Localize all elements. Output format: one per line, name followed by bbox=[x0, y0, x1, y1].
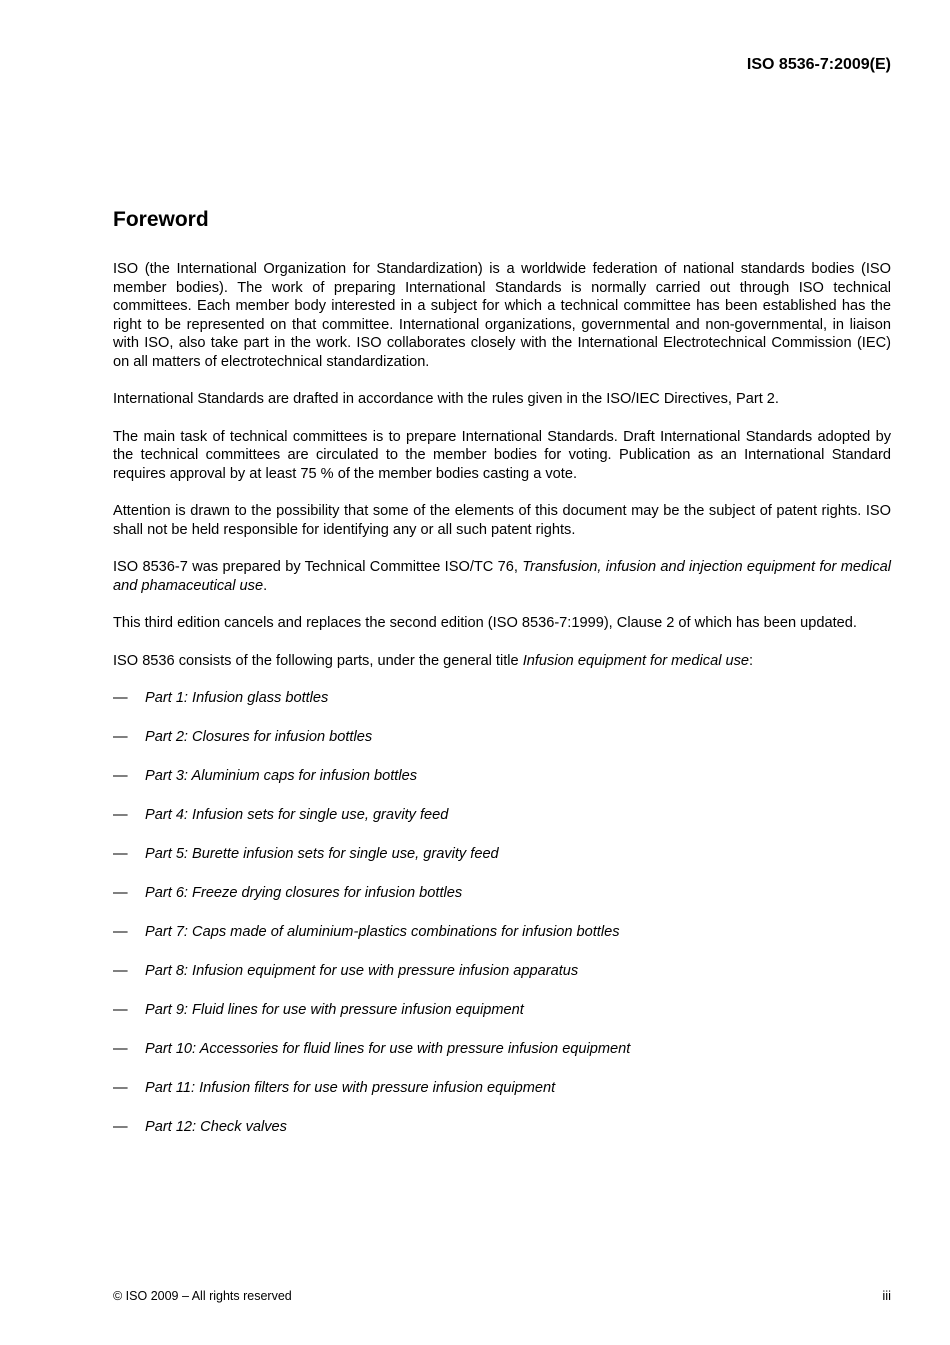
part-title: Part 9: Fluid lines for use with pressure infusion equipment bbox=[145, 1002, 524, 1018]
part-title: Part 4: Infusion sets for single use, gravity feed bbox=[145, 807, 449, 823]
dash-bullet: — bbox=[113, 924, 128, 940]
list-item bbox=[113, 1079, 891, 1098]
list-item bbox=[113, 1001, 891, 1020]
list-item bbox=[113, 806, 891, 825]
part-title: Part 5: Burette infusion sets for single use, gravity feed bbox=[145, 846, 499, 862]
dash-bullet: — bbox=[113, 963, 128, 979]
dash-bullet: — bbox=[113, 1041, 128, 1057]
list-item bbox=[113, 728, 891, 747]
dash-bullet: — bbox=[113, 846, 128, 862]
part-title: Part 3: Aluminium caps for infusion bottles bbox=[145, 768, 418, 784]
list-item bbox=[113, 689, 891, 708]
paragraph-committee-task: The main task of technical committees is to prepare International Standards. Draft International Standards adopted by the technical committees are circulated to the member bodies for voting. Publication as an International Standard requires approval by at least 75 % of the member bodies casting a vote. bbox=[113, 428, 891, 482]
part-title: Part 7: Caps made of aluminium-plastics combinations for infusion bottles bbox=[145, 924, 620, 940]
foreword-body bbox=[113, 260, 891, 1157]
dash-bullet: — bbox=[113, 807, 128, 823]
part-title: Part 12: Check valves bbox=[145, 1119, 287, 1135]
paragraph-patent-rights: Attention is drawn to the possibility that some of the elements of this document may be the subject of patent rights. ISO shall not be held responsible for identifying any or all such patent rights. bbox=[113, 503, 891, 538]
page-title: Foreword bbox=[113, 208, 209, 231]
parts-intro-end: : bbox=[749, 652, 754, 669]
part-title: Part 6: Freeze drying closures for infusion bottles bbox=[145, 885, 463, 901]
prepared-by-end: . bbox=[263, 577, 268, 594]
paragraph-iso-intro: ISO (the International Organization for Standardization) is a worldwide federation of national standards bodies (ISO member bodies). The work of preparing International Standards is normally carried out through ISO technical committees. Each member body interested in a subject for which a technical committee has been established has the right to be represented on that committee. International organizations, governmental and non-governmental, in liaison with ISO, also take part in the work. ISO collaborates closely with the International Electrotechnical Commission (IEC) on all matters of electrotechnical standardization. bbox=[113, 261, 891, 370]
dash-bullet: — bbox=[113, 1002, 128, 1018]
part-title: Part 10: Accessories for fluid lines for use with pressure infusion equipment bbox=[145, 1041, 631, 1057]
list-item bbox=[113, 767, 891, 786]
dash-bullet: — bbox=[113, 885, 128, 901]
copyright-notice: © ISO 2009 – All rights reserved bbox=[113, 1289, 292, 1303]
part-title: Part 11: Infusion filters for use with pressure infusion equipment bbox=[145, 1080, 556, 1096]
page-number: iii bbox=[882, 1288, 891, 1303]
prepared-by-text: ISO 8536-7 was prepared by Technical Committee ISO/TC 76, bbox=[113, 559, 523, 575]
list-item bbox=[113, 884, 891, 903]
dash-bullet: — bbox=[113, 1119, 128, 1135]
parts-list bbox=[113, 689, 891, 1137]
dash-bullet: — bbox=[113, 1080, 128, 1096]
list-item bbox=[113, 962, 891, 981]
committee-title: Transfusion, infusion and injection equipment for medical and phamaceutical use bbox=[113, 559, 892, 594]
part-title: Part 2: Closures for infusion bottles bbox=[145, 729, 373, 745]
list-item bbox=[113, 923, 891, 942]
paragraph-prepared-by bbox=[113, 558, 891, 595]
parts-intro-text: ISO 8536 consists of the following parts, under the general title bbox=[113, 652, 523, 669]
part-title: Part 8: Infusion equipment for use with pressure infusion apparatus bbox=[145, 963, 579, 979]
paragraph-directives: International Standards are drafted in accordance with the rules given in the ISO/IEC Directives, Part 2. bbox=[113, 391, 779, 407]
list-item bbox=[113, 1040, 891, 1059]
paragraph-edition: This third edition cancels and replaces the second edition (ISO 8536-7:1999), Clause 2 of which has been updated. bbox=[113, 615, 857, 631]
dash-bullet: — bbox=[113, 690, 128, 706]
part-title: Part 1: Infusion glass bottles bbox=[145, 690, 329, 706]
list-item bbox=[113, 1118, 891, 1137]
paragraph-parts-intro bbox=[113, 652, 891, 671]
list-item bbox=[113, 845, 891, 864]
general-title: Infusion equipment for medical use bbox=[522, 652, 750, 669]
dash-bullet: — bbox=[113, 729, 128, 745]
document-id: ISO 8536-7:2009(E) bbox=[746, 56, 891, 73]
dash-bullet: — bbox=[113, 768, 128, 784]
